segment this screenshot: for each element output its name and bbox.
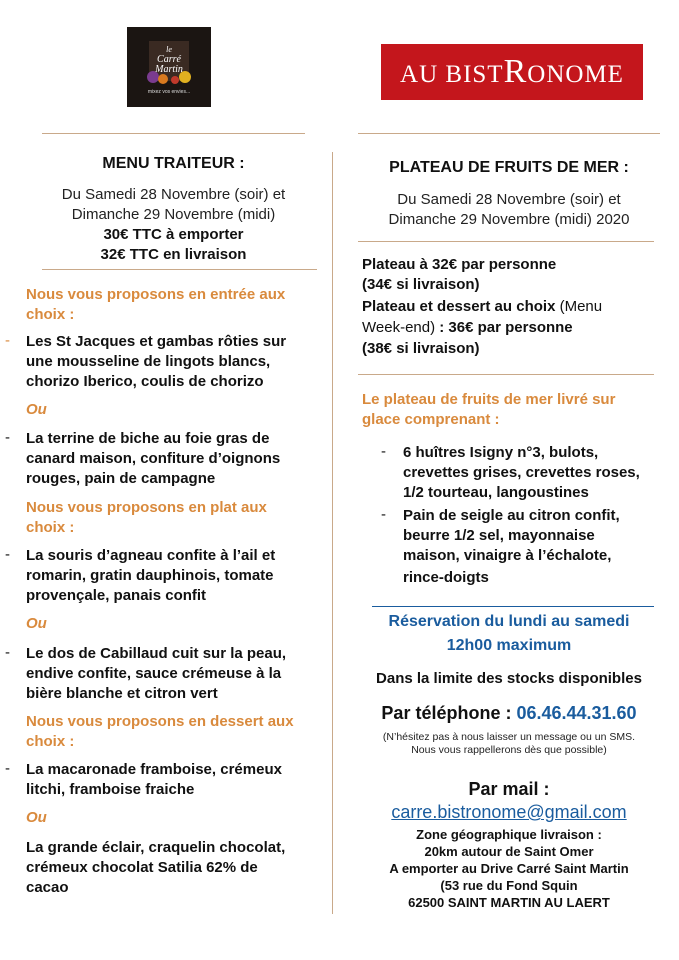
left-dates-line-2: Dimanche 29 Novembre (midi) [71, 206, 276, 223]
phone-number[interactable]: 06.46.44.31.60 [516, 703, 637, 723]
reservation-line-1: Réservation du lundi au samedi [388, 613, 630, 630]
phone-line [350, 703, 668, 724]
entree-a-line-1: Les St Jacques et gambas rôties sur [26, 333, 287, 350]
price-delivery: 32€ TTC en livraison [100, 246, 247, 263]
menu-traiteur-title: MENU TRAITEUR : [102, 155, 245, 172]
rule-right-under-dates [358, 241, 654, 242]
logo-part-1: AU BIST [400, 61, 504, 88]
bullet-dash: - [5, 644, 10, 661]
phone-label: Par téléphone : [381, 703, 517, 723]
rule-left-under-prices [42, 269, 317, 270]
plateau-price-line-4 [362, 318, 573, 338]
mail-label: Par mail : [468, 779, 550, 799]
right-dates-line-1: Du Samedi 28 Novembre (soir) et [397, 191, 621, 208]
weekend-label-part: Week-end) [362, 319, 436, 336]
logo-part-3: ONOME [527, 61, 624, 88]
plateau-dessert-label: Plateau et dessert au choix [362, 298, 556, 315]
plateau-heading-line-1: Le plateau de fruits de mer livré sur [362, 391, 616, 408]
reservation-line-2: 12h00 maximum [446, 637, 572, 654]
logo-text-martin: Martin [155, 64, 183, 75]
bullet-dash: - [5, 546, 10, 563]
ou-separator-1: Ou [26, 401, 47, 418]
logo-part-2: R [503, 53, 528, 90]
dessert-heading-line-2: choix : [26, 733, 75, 750]
logo-text-carre: Carré [157, 54, 181, 65]
au-bistronome-logo-text [400, 53, 624, 91]
zone-line-1: Zone géographique livraison : [416, 827, 602, 842]
plateau-b-line-3: maison, vinaigre à l’échalote, [403, 547, 612, 564]
plat-b-line-2: endive confite, sauce crémeuse à la [26, 665, 282, 682]
bullet-dash: - [5, 760, 10, 777]
entree-b-line-3: rouges, pain de campagne [26, 470, 216, 487]
plateau-title: PLATEAU DE FRUITS DE MER : [389, 159, 629, 176]
dessert-heading-line-1: Nous vous proposons en dessert aux [26, 713, 294, 730]
plateau-price-line-1: Plateau à 32€ par personne [362, 256, 557, 273]
email-link[interactable]: carre.bistronome@gmail.com [391, 802, 627, 822]
dessert-b-line-2: crémeux chocolat Satilia 62% de [26, 859, 258, 876]
logo-text-le: le [166, 45, 172, 54]
entree-heading-line-2: choix : [26, 306, 75, 323]
entree-heading-line-1: Nous vous proposons en entrée aux [26, 286, 286, 303]
carre-martin-logo-graphic [127, 27, 211, 107]
zone-line-5: 62500 SAINT MARTIN AU LAERT [408, 895, 610, 910]
bullet-dash: - [5, 332, 10, 349]
dessert-a-line-1: La macaronade framboise, crémeux [26, 761, 282, 778]
dessert-b-line-1: La grande éclair, craquelin chocolat, [26, 839, 286, 856]
logo-tagline: mixez vos envies... [147, 89, 191, 95]
zone-line-4: (53 rue du Fond Squin [440, 878, 578, 893]
plateau-price-line-2: (34€ si livraison) [362, 276, 480, 293]
ou-separator-3: Ou [26, 809, 47, 826]
stocks-note: Dans la limite des stocks disponibles [376, 670, 642, 687]
plat-b-line-1: Le dos de Cabillaud cuit sur la peau, [26, 645, 287, 662]
plateau-heading-line-2: glace comprenant : [362, 411, 500, 428]
message-note-line-1: (N’hésitez pas à nous laisser un message ou un SMS. [382, 731, 636, 743]
menu-label-part: (Menu [555, 298, 603, 315]
bullet-dash: - [381, 506, 386, 523]
dessert-b-line-3: cacao [26, 879, 69, 896]
plateau-b-line-4: rince-doigts [403, 569, 489, 586]
plat-a-line-3: provençale, panais confit [26, 587, 207, 604]
dessert-a-line-2: litchi, framboise fraiche [26, 781, 195, 798]
rule-right-top [358, 133, 660, 134]
left-dates-line-1: Du Samedi 28 Novembre (soir) et [61, 186, 286, 203]
bullet-dash: - [5, 429, 10, 446]
plateau-b-line-1: Pain de seigle au citron confit, [403, 507, 620, 524]
plateau-a-line-2: crevettes grises, crevettes roses, [403, 464, 640, 481]
plateau-b-line-2: beurre 1/2 sel, mayonnaise [403, 527, 595, 544]
plateau-a-line-3: 1/2 tourteau, langoustines [403, 484, 589, 501]
plat-heading-line-2: choix : [26, 519, 75, 536]
zone-line-3: A emporter au Drive Carré Saint Martin [389, 861, 629, 876]
plateau-price-line-3 [362, 297, 602, 317]
ou-separator-2: Ou [26, 615, 47, 632]
rule-right-blue [372, 606, 654, 607]
plateau-price-line-5: (38€ si livraison) [362, 340, 480, 357]
plat-a-line-1: La souris d’agneau confite à l’ail et [26, 547, 276, 564]
message-note-line-2: Nous vous rappellerons dès que possible) [411, 744, 607, 756]
plateau-dessert-price: : 36€ par personne [435, 319, 573, 336]
plateau-a-line-1: 6 huîtres Isigny n°3, bulots, [403, 444, 599, 461]
rule-left-top [42, 133, 305, 134]
entree-a-line-3: chorizo Iberico, coulis de chorizo [26, 373, 264, 390]
rule-right-under-prices [358, 374, 654, 375]
plat-b-line-3: bière blanche et citron vert [26, 685, 218, 702]
entree-b-line-2: canard maison, confiture d’oignons [26, 450, 281, 467]
plat-a-line-2: romarin, gratin dauphinois, tomate [26, 567, 274, 584]
bullet-dash: - [381, 443, 386, 460]
plat-heading-line-1: Nous vous proposons en plat aux [26, 499, 267, 516]
right-dates-line-2: Dimanche 29 Novembre (midi) 2020 [388, 211, 630, 228]
au-bistronome-logo [381, 44, 643, 100]
zone-line-2: 20km autour de Saint Omer [424, 844, 594, 859]
price-takeaway: 30€ TTC à emporter [103, 226, 244, 243]
carre-martin-logo [127, 27, 211, 107]
entree-a-line-2: une mousseline de lingots blancs, [26, 353, 271, 370]
entree-b-line-1: La terrine de biche au foie gras de [26, 430, 270, 447]
column-divider [332, 152, 333, 914]
